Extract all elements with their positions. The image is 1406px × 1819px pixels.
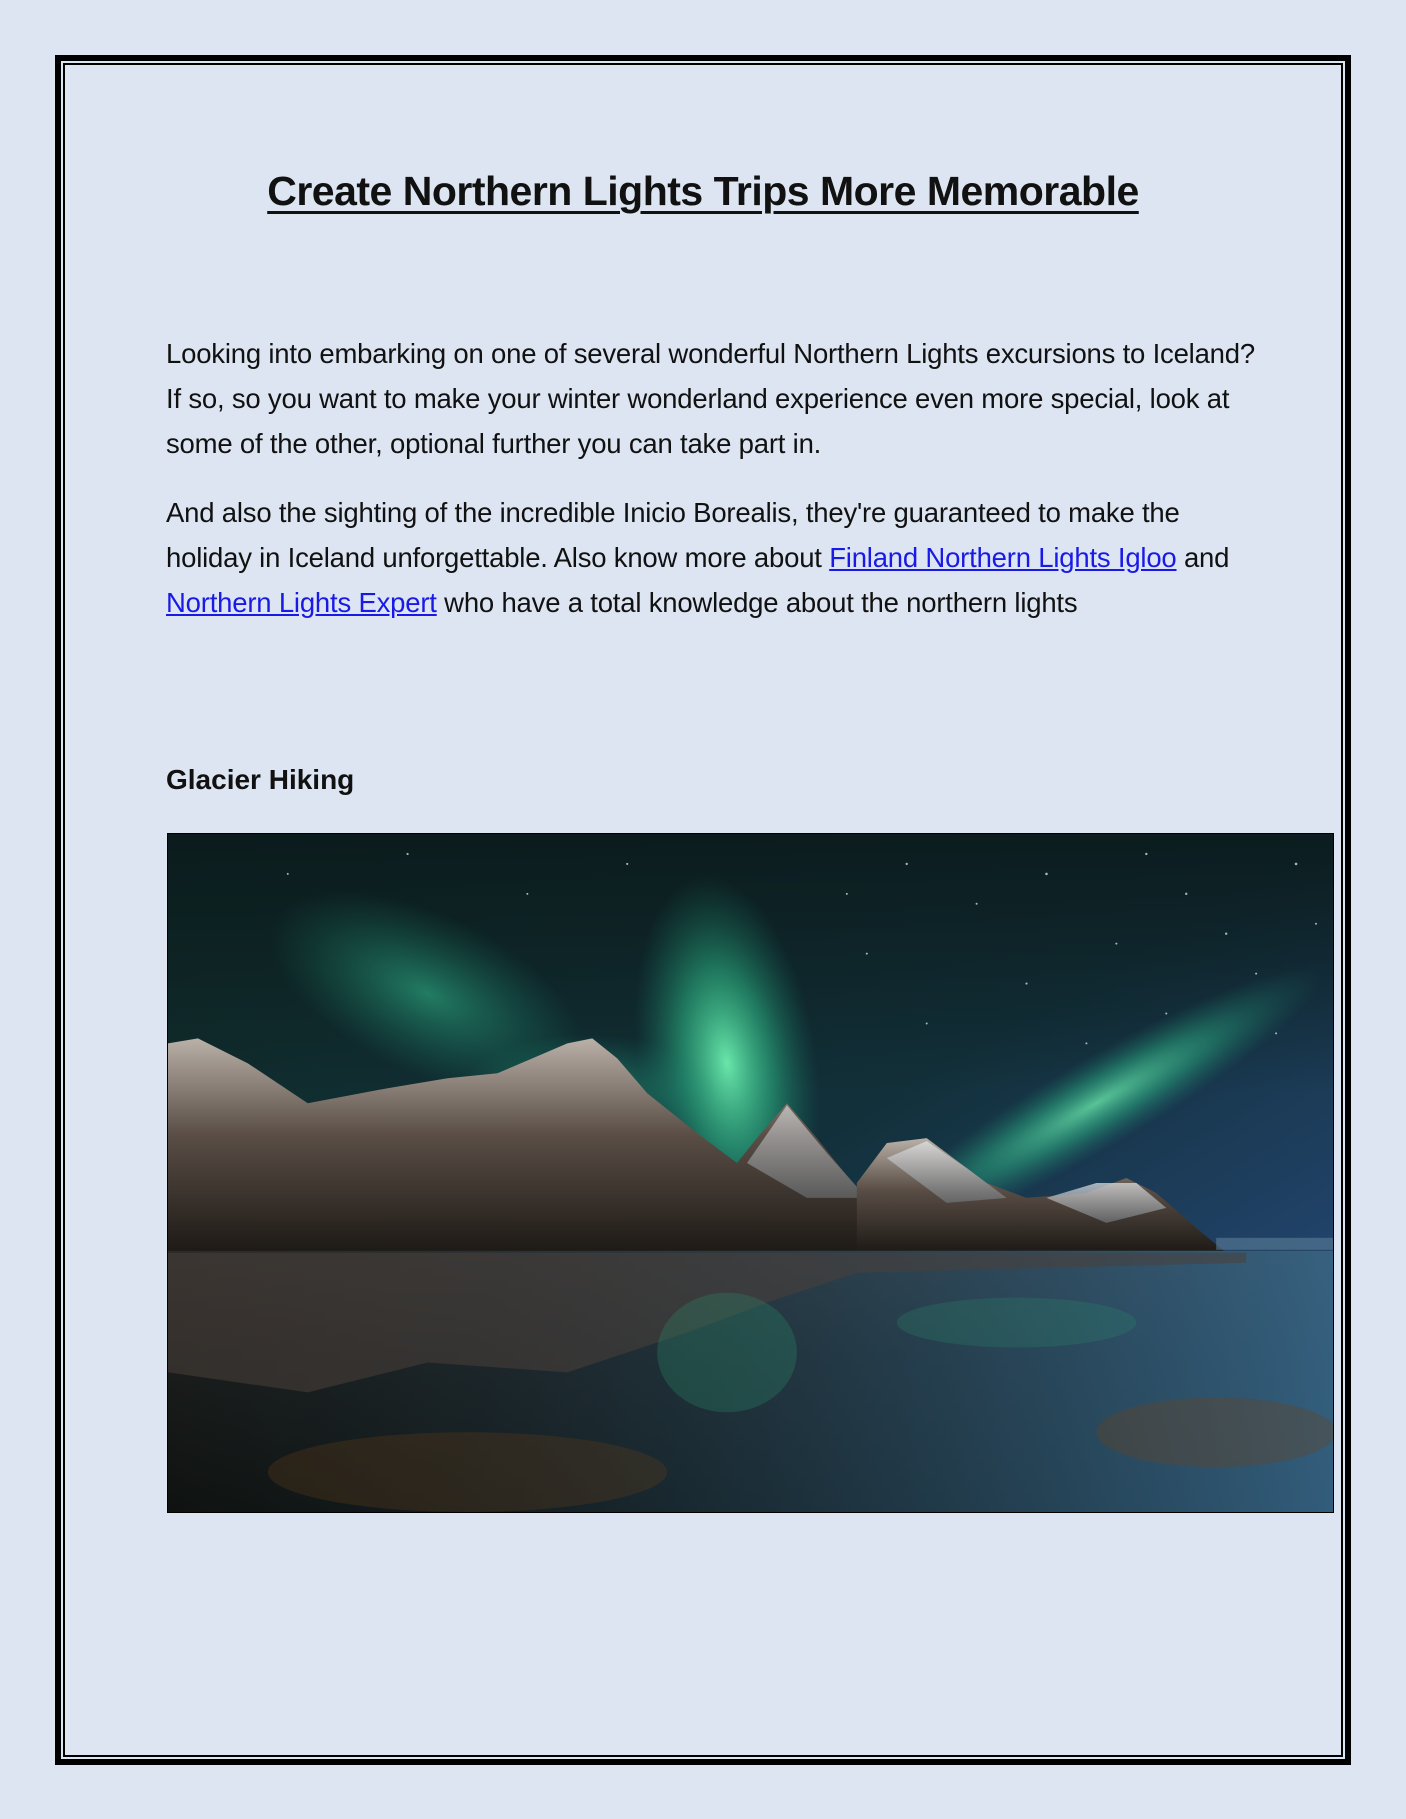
northern-lights-expert-link[interactable]: Northern Lights Expert bbox=[166, 587, 437, 618]
finland-igloo-link[interactable]: Finland Northern Lights Igloo bbox=[829, 542, 1177, 573]
aurora-mountain-photo bbox=[167, 833, 1334, 1513]
links-paragraph bbox=[166, 490, 1256, 625]
aurora-image-icon bbox=[168, 834, 1333, 1512]
paragraph-text: and bbox=[1176, 542, 1230, 573]
intro-paragraph: Looking into embarking on one of several wonderful Northern Lights excursions to Iceland? If so, so you want to make your winter wonderland experience even more special, look at some of the other, optional further you can take part in. bbox=[166, 338, 1255, 459]
paragraph-text: who have a total knowledge about the northern lights bbox=[436, 587, 1078, 618]
page-title: Create Northern Lights Trips More Memorable bbox=[267, 168, 1139, 214]
section-heading: Glacier Hiking bbox=[166, 764, 355, 795]
paragraph-text: And also the sighting of the incredible Inicio Borealis, they're guaranteed to make the holiday in Iceland unforgettable. Also know more about bbox=[166, 497, 1180, 573]
